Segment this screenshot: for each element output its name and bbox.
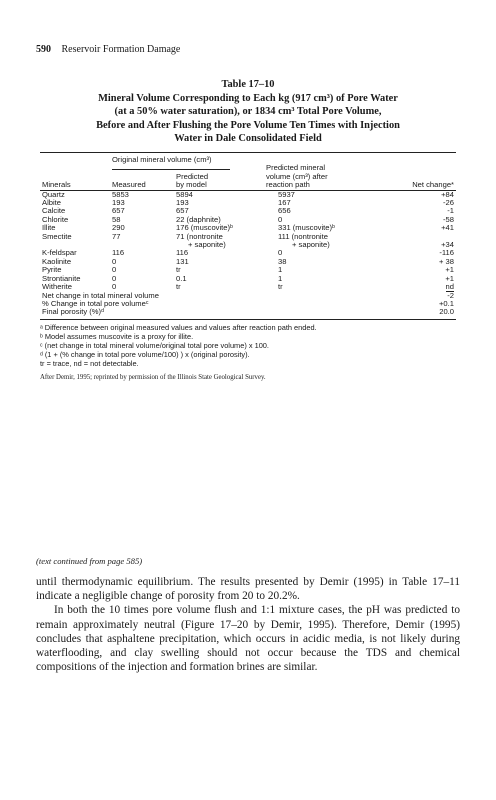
table-caption [40, 78, 456, 146]
cell-model: 657 [176, 206, 189, 216]
table-row [40, 275, 456, 283]
table-row [40, 241, 456, 249]
table-row [40, 266, 456, 274]
cell-measured: 0 [112, 265, 117, 275]
cell-model: 71 (nontronite [176, 231, 223, 241]
summary-label: Final porosity (%)ᵈ [42, 307, 104, 317]
header-reaction-path: reaction path [266, 180, 310, 190]
cell-mineral: Chlorite [42, 214, 69, 224]
header-predicted-mineral: Predicted mineral [266, 163, 326, 173]
cell-path: 331 (muscovite)ᵇ [278, 223, 335, 233]
cell-mineral: Calcite [42, 206, 66, 216]
cell-measured: 0 [112, 273, 117, 283]
cell-measured: 58 [112, 214, 121, 224]
cell-mineral: Smectite [42, 231, 72, 241]
footnote: ᵈ (1 + (% change in total pore volume/100) ) x (original porosity). [40, 349, 250, 359]
cell-path: 656 [278, 206, 291, 216]
cell-model: 22 (daphnite) [176, 214, 221, 224]
table-row [40, 207, 456, 215]
cell-net: +41 [441, 223, 454, 233]
header-predicted-mineral: volume (cm³) after [266, 171, 328, 181]
header-minerals: Minerals [42, 180, 71, 190]
cell-net: +1 [445, 273, 454, 283]
body-paragraph: until thermodynamic equilibrium. The results presented by Demir (1995) in Table 17–11 indicate a negligible change of porosity from 20 to 20.2%. [36, 576, 460, 603]
body-text [36, 575, 460, 674]
page-number: 590 [36, 44, 51, 55]
cell-net: +84 [441, 189, 454, 199]
table-footnotes [40, 323, 456, 382]
cell-net: + 38 [439, 256, 454, 266]
summary-value: +0.1 [439, 298, 454, 308]
table-source: After Demir, 1995; reprinted by permission of the Illinois State Geological Survey. [40, 373, 266, 381]
header-predicted: Predicted [176, 171, 209, 181]
cell-measured: 657 [112, 206, 125, 216]
table-row [40, 216, 456, 224]
footnote: ᶜ (net change in total mineral volume/original total pore volume) x 100. [40, 340, 269, 350]
table-number: Table 17–10 [221, 79, 275, 90]
summary-row [40, 308, 456, 316]
summary-label: % Change in total pore volumeᶜ [42, 298, 149, 308]
cell-model: 131 [176, 256, 189, 266]
body-paragraph: In both the 10 times pore volume flush and 1:1 mixture cases, the pH was predicted to remain approximately neutral (Figure 17–20 by Demir, 1995). Therefore, Demir (1995) concludes that asphaltene precipitation, which occurs in acidic media, is not likely during waterflooding, and clay swelling should not occur because the TDS and chemical compositions of the injection and formation brines are similar. [36, 604, 460, 674]
table-row [40, 224, 456, 232]
footnote: ᵃ Difference between original measured values and values after reaction path ended. [40, 322, 317, 332]
mineral-volume-table [40, 152, 456, 382]
cell-mineral: K-feldspar [42, 248, 77, 258]
caption-line: Water in Dale Consolidated Field [174, 133, 322, 144]
cell-net: -1 [447, 206, 454, 216]
cell-model: + saponite) [188, 240, 226, 250]
cell-mineral: Strontianite [42, 273, 81, 283]
header-measured: Measured [112, 180, 146, 190]
cell-path: 1 [278, 273, 283, 283]
cell-path: 0 [278, 214, 283, 224]
cell-measured: 0 [112, 282, 117, 292]
cell-model: 0.1 [176, 273, 187, 283]
running-head [36, 44, 180, 55]
table-body [40, 191, 456, 317]
cell-net: nd [445, 282, 454, 292]
summary-value: -2 [447, 290, 454, 300]
cell-net: -58 [443, 214, 454, 224]
footnote: tr = trace, nd = not detectable. [40, 358, 139, 368]
cell-measured: 5853 [112, 189, 129, 199]
table-row [40, 199, 456, 207]
cell-path: 111 (nontronite [278, 231, 328, 241]
summary-label: Net change in total mineral volume [42, 290, 159, 300]
cell-model: 5894 [176, 189, 193, 199]
caption-line: Before and After Flushing the Pore Volume Ten Times with Injection [96, 119, 400, 131]
header-by-model: by model [176, 180, 207, 190]
table-row [40, 233, 456, 241]
cell-measured: 116 [112, 248, 125, 258]
cell-mineral: Albite [42, 198, 61, 208]
cell-mineral: Pyrite [42, 265, 62, 275]
table-row [40, 191, 456, 199]
cell-model: 193 [176, 198, 189, 208]
book-title: Reservoir Formation Damage [61, 44, 181, 55]
table-bottom-rule [40, 319, 456, 320]
caption-line: (at a 50% water saturation), or 1834 cm³ Total Pore Volume, [114, 106, 382, 117]
summary-value: 20.0 [439, 307, 454, 317]
cell-path: 0 [278, 248, 283, 258]
cell-model: tr [176, 265, 181, 275]
cell-path: + saponite) [292, 240, 330, 250]
cell-path: 5937 [278, 189, 295, 199]
header-group: Original mineral volume (cm³) [112, 155, 212, 164]
table-row [40, 249, 456, 257]
cell-net: +34 [441, 240, 454, 250]
cell-model: tr [176, 282, 181, 292]
cell-measured: 290 [112, 223, 125, 233]
cell-net: -116 [439, 248, 454, 258]
cell-mineral: Kaolinite [42, 256, 72, 266]
cell-measured: 0 [112, 256, 117, 266]
cell-measured: 193 [112, 198, 125, 208]
continued-note: (text continued from page 585) [36, 556, 143, 566]
group-underline [112, 168, 230, 170]
cell-path: tr [278, 282, 283, 292]
cell-path: 1 [278, 265, 283, 275]
caption-line: Mineral Volume Corresponding to Each kg (917 cm³) of Pore Water [98, 92, 398, 104]
cell-net: -26 [443, 198, 454, 208]
table-row [40, 258, 456, 266]
cell-model: 176 (muscovite)ᵇ [176, 223, 233, 233]
cell-measured: 77 [112, 231, 121, 241]
table-header [40, 153, 456, 190]
cell-net: +1 [445, 265, 454, 275]
cell-mineral: Quartz [42, 189, 65, 199]
cell-model: 116 [176, 248, 189, 258]
cell-mineral: Witherite [42, 282, 72, 292]
footnote: ᵇ Model assumes muscovite is a proxy for illite. [40, 331, 194, 341]
cell-mineral: Illite [42, 223, 56, 233]
header-net-change: Net change* [412, 180, 454, 190]
cell-path: 38 [278, 256, 287, 266]
cell-path: 167 [278, 198, 291, 208]
